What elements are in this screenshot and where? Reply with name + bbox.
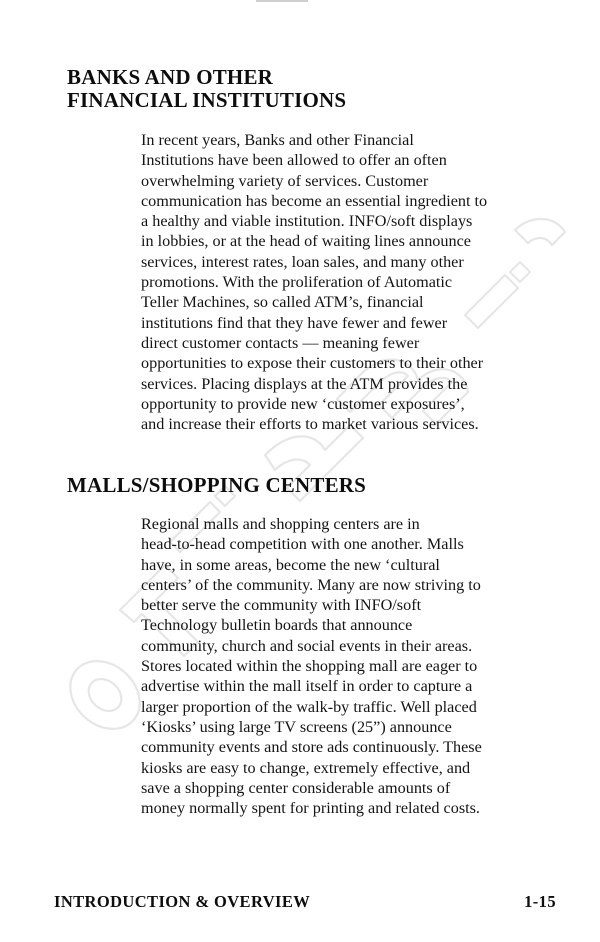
text-line: larger proportion of the walk-by traffic. Well placed: [141, 697, 477, 716]
text-line: services. Placing displays at the ATM provides the: [141, 374, 468, 393]
heading-line: BANKS AND OTHER: [67, 65, 274, 89]
heading-line: FINANCIAL INSTITUTIONS: [67, 88, 347, 112]
text-line: promotions. With the proliferation of Automatic: [141, 273, 453, 292]
section-heading-malls: [67, 474, 366, 497]
text-line: have, in some areas, become the new ‘cultural: [141, 555, 440, 574]
text-line: Stores located within the shopping mall are eager to: [141, 657, 478, 676]
text-line: direct customer contacts — meaning fewer: [141, 333, 420, 352]
text-line: a healthy and viable institution. INFO/soft displays: [141, 212, 473, 231]
text-line: and increase their efforts to market various services.: [141, 415, 479, 434]
text-line: communication has become an essential ingredient to: [141, 191, 488, 210]
section-heading-banks: [67, 66, 346, 112]
text-line: in lobbies, or at the head of waiting lines announce: [141, 232, 471, 251]
text-line: Technology bulletin boards that announce: [141, 616, 413, 635]
heading-line: MALLS/SHOPPING CENTERS: [67, 473, 367, 497]
text-line: head-to-head competition with one another. Malls: [141, 535, 464, 554]
text-line: community, church and social events in their areas.: [141, 636, 473, 655]
text-line: community events and store ads continuously. These: [141, 738, 482, 757]
text-line: institutions find that they have fewer and fewer: [141, 313, 448, 332]
paragraph-malls: [141, 514, 482, 818]
text-line: money normally spent for printing and related costs.: [141, 799, 480, 818]
text-line: opportunity to provide new ‘customer exposures’,: [141, 394, 465, 413]
text-line: Institutions have been allowed to offer an often: [141, 151, 447, 170]
text-line: opportunities to expose their customers to their other: [141, 354, 484, 373]
top-rule: [256, 0, 308, 2]
paragraph-banks: [141, 130, 487, 434]
text-line: save a shopping center considerable amounts of: [141, 778, 451, 797]
text-line: better serve the community with INFO/soft: [141, 596, 422, 615]
text-line: advertise within the mall itself in order to capture a: [141, 677, 473, 696]
text-line: services, interest rates, loan sales, and many other: [141, 252, 464, 271]
page-number: 1-15: [524, 892, 556, 911]
footer-section-title: INTRODUCTION & OVERVIEW: [54, 892, 311, 911]
text-line: Teller Machines, so called ATM’s, financial: [141, 293, 424, 312]
text-line: overwhelming variety of services. Customer: [141, 171, 429, 190]
text-line: In recent years, Banks and other Financial: [141, 131, 414, 149]
text-line: centers’ of the community. Many are now striving to: [141, 575, 481, 594]
text-line: ‘Kiosks’ using large TV screens (25”) announce: [141, 717, 452, 736]
text-line: Regional malls and shopping centers are in: [141, 515, 420, 533]
text-line: kiosks are easy to change, extremely effective, and: [141, 758, 471, 777]
